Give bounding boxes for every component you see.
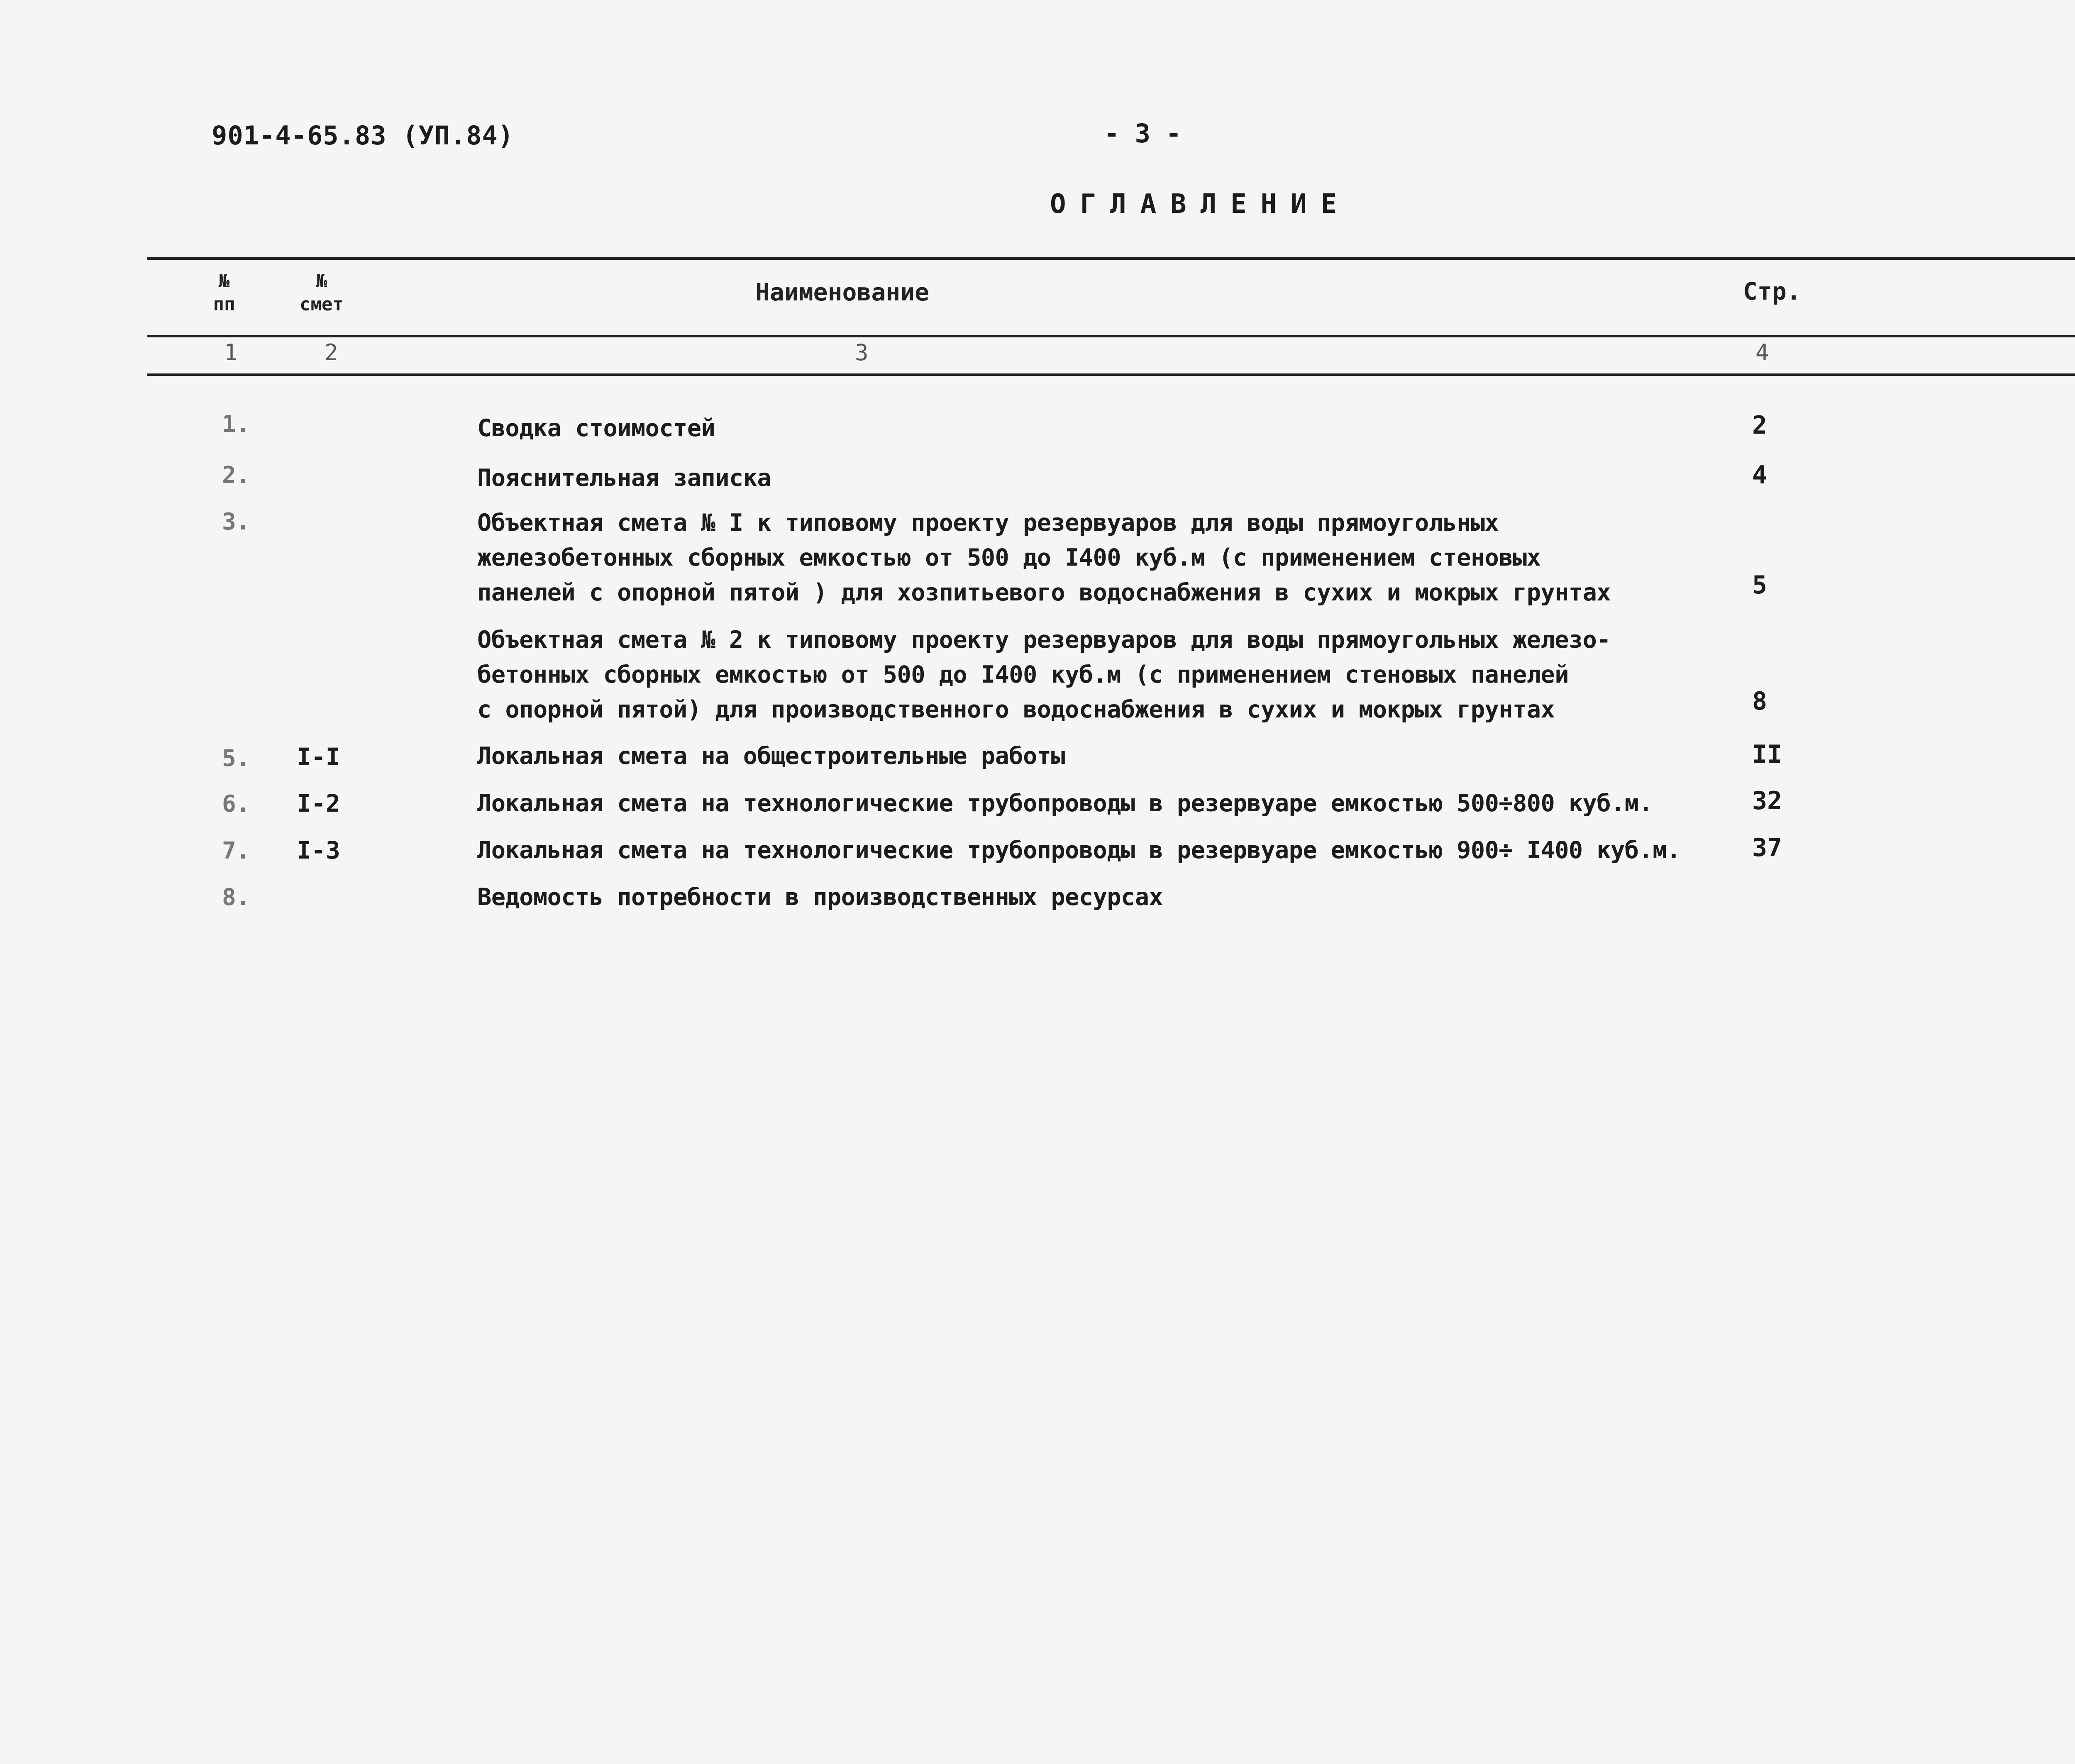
- header-name: Наименование: [755, 278, 930, 306]
- column-numbers-rule: [147, 373, 2075, 376]
- row-name: Локальная смета на технологические трубопроводы в резервуаре емкостью 900÷ I400 куб.м.: [477, 837, 1681, 864]
- row-name: Ведомость потребности в производственных ресурсах: [477, 883, 1163, 911]
- header-num: [205, 270, 243, 316]
- row-name: Локальная смета на технологические трубопроводы в резервуаре емкостью 500÷800 куб.м.: [477, 790, 1653, 817]
- page-title: ОГЛАВЛЕНИЕ: [1050, 189, 1351, 220]
- column-number: 3: [855, 339, 869, 366]
- row-name-line: железобетонных сборных емкостью от 500 до I400 куб.м (с применением стеновых: [477, 544, 1541, 571]
- header-bottom-rule: [147, 335, 2075, 337]
- row-name: Локальная смета на общестроительные работы: [477, 742, 1065, 770]
- row-name-line: Объектная смета № I к типовому проекту резервуаров для воды прямоугольных: [477, 509, 1499, 537]
- row-page: 37: [1752, 833, 1782, 862]
- row-smet: I-3: [297, 836, 340, 864]
- row-name: Пояснительная записка: [477, 464, 771, 492]
- page-number: - 3 -: [1104, 118, 1182, 149]
- row-name: Сводка стоимостей: [477, 415, 715, 442]
- row-page: 5: [1752, 571, 1767, 600]
- header-smet-line: №: [316, 271, 327, 292]
- row-smet: I-I: [297, 743, 340, 771]
- row-page: II: [1752, 740, 1782, 769]
- row-number: 8.: [222, 884, 250, 911]
- row-name-line: с опорной пятой) для производственного водоснабжения в сухих и мокрых грунтах: [477, 696, 1555, 723]
- column-number: 1: [224, 339, 238, 366]
- row-name-line: Объектная смета № 2 к типовому проекту резервуаров для воды прямоугольных железо-: [477, 626, 1611, 654]
- row-page: 32: [1752, 786, 1782, 815]
- row-number: 1.: [222, 411, 250, 438]
- row-number: 5.: [222, 745, 250, 772]
- table-top-rule: [147, 257, 2075, 260]
- row-number: 3.: [222, 508, 250, 535]
- document-code: 901-4-65.83 (УП.84): [212, 120, 514, 151]
- row-page: 4: [1752, 461, 1767, 490]
- header-smet-line: смет: [300, 294, 344, 315]
- row-name-line: бетонных сборных емкостью от 500 до I400 куб.м (с применением стеновых панелей: [477, 661, 1569, 688]
- row-name-line: панелей с опорной пятой ) для хозпитьевого водоснабжения в сухих и мокрых грунтах: [477, 579, 1611, 606]
- column-number: 4: [1755, 339, 1769, 366]
- header-num-line: пп: [213, 294, 235, 315]
- header-smet: [290, 270, 353, 316]
- header-page: Стр.: [1743, 277, 1801, 305]
- row-page: 2: [1752, 411, 1767, 440]
- column-number: 2: [325, 339, 338, 366]
- header-num-line: №: [218, 271, 230, 292]
- row-number: 2.: [222, 462, 250, 489]
- row-page: 8: [1752, 687, 1767, 716]
- row-smet: I-2: [297, 789, 340, 817]
- row-number: 7.: [222, 837, 250, 864]
- row-number: 6.: [222, 791, 250, 817]
